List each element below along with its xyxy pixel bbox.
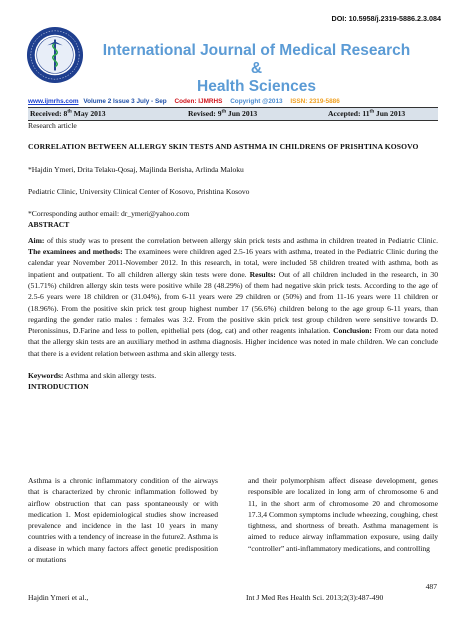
journal-title-line3: Health Sciences bbox=[197, 78, 316, 95]
keywords-text: Asthma and skin allergy tests. bbox=[63, 371, 157, 381]
journal-title-line1: International Journal of Medical Research bbox=[102, 42, 411, 59]
article-type: Research article bbox=[28, 121, 77, 130]
dates-bar bbox=[28, 107, 438, 121]
accepted-date: Accepted: 11th Jun 2013 bbox=[328, 109, 406, 118]
journal-title bbox=[60, 42, 453, 96]
journal-url-link[interactable]: www.ijmrhs.com bbox=[28, 98, 79, 105]
methods-label: The examinees and methods: bbox=[28, 247, 123, 257]
introduction-left-column bbox=[28, 475, 218, 565]
results-label: Results: bbox=[249, 269, 276, 279]
conclusion-label: Conclusion: bbox=[333, 326, 372, 336]
methods-text: The examinees were children aged 2.5-16 years with asthma, treated in the Pediatric Clinic during the calendar year November 2011-November 2012. In this research, in total, were included 58 children treated with asthma, both as inpatient and outpatient. To all children allergy skin tests were done. bbox=[28, 247, 438, 279]
keywords bbox=[28, 370, 438, 381]
revised-date: Revised: 9th Jun 2013 bbox=[188, 109, 258, 118]
author-list: *Hajdin Ymeri, Drita Telaku-Qosaj, Majlinda Berisha, Arlinda Maloku bbox=[28, 164, 244, 174]
intro-right-text: and their polymorphism affect disease development, genes responsible are localized in long arm of chromosome 6 and 11, in the short arm of chromosome 20 and chromosome 17.3,4 Common symptoms include wheezing, coughing, chest tightness, and shortness of breath. Asthma management is aimed to reduce airway inflammation exposure, using daily “controller” anti-inflammatory medications, and controlling bbox=[248, 476, 438, 553]
introduction-heading: INTRODUCTION bbox=[28, 382, 89, 392]
journal-coden: Coden: IJMRHS bbox=[174, 98, 223, 105]
journal-issn: ISSN: 2319-5886 bbox=[290, 98, 340, 105]
intro-left-text: Asthma is a chronic inflammatory condition of the airways that is characterized by chronic inflammation followed by airflow obstruction that can pass spontaneously or with medication 1. Most epidemiological studies show increased prevalence and incidence in the last 10 years in many countries with a tendency of increase in the future2. Asthma is a disease in which many factors affect genetic predisposition or mutations bbox=[28, 476, 218, 565]
article-body bbox=[28, 120, 438, 393]
corresponding-author: *Corresponding author email: dr_ymeri@yahoo.com bbox=[28, 209, 190, 219]
abstract-text bbox=[28, 235, 438, 359]
conclusion-text: From our data noted that the allergy skin tests are an auxiliary method in asthma diagnosis. Higher incidence was noted in male children. We can conclude that there is a evident relation between asthma and skin allergy tests. bbox=[28, 326, 438, 358]
received-date: Received: 8th May 2013 bbox=[30, 109, 106, 118]
affiliation: Pediatric Clinic, University Clinical Center of Kosovo, Prishtina Kosovo bbox=[28, 186, 250, 196]
keywords-label: Keywords: bbox=[28, 371, 64, 381]
footer-author: Hajdin Ymeri et al., bbox=[28, 593, 89, 602]
introduction-right-column bbox=[248, 475, 438, 554]
journal-volume: Volume 2 Issue 3 July - Sep bbox=[83, 98, 167, 105]
journal-title-line2: & bbox=[250, 60, 263, 77]
doi-label: DOI: 10.5958/j.2319-5886.2.3.084 bbox=[331, 14, 441, 23]
results-text: Out of all children included in the research, in 30 (51.71%) children allergy skin tests were positive while 28 (48.29%) of them had negative skin prick tests. According to the age of 2.5-6 years were 18 children or (31.04%), from 6-11 years were 29 children or (50%) and from 11-16 years were 11 children or (18.96%). From the positive skin prick test group highest number 17 (56.6%) children belong to the age group 6-11 years, than regarding the gender ratio males : females was 3:2. From the positive skin prick test group children were sensitive towards D. Pteronissinus, D.Farine and less to pollen, epithelial pets (dog, cat) and other reagents inhalation. bbox=[28, 269, 438, 336]
footer-citation: Int J Med Res Health Sci. 2013;2(3):487-490 bbox=[246, 593, 384, 602]
aim-text: of this study was to present the correlation between allergy skin prick tests and asthma in children treated in Pediatric Clinic. bbox=[44, 235, 438, 245]
page-number: 487 bbox=[425, 582, 437, 591]
article-title: CORRELATION BETWEEN ALLERGY SKIN TESTS AND ASTHMA IN CHILDRENS OF PRISHTINA KOSOVO bbox=[28, 142, 419, 152]
journal-copyright: Copyright @2013 bbox=[230, 98, 283, 105]
abstract-heading: ABSTRACT bbox=[28, 220, 70, 230]
journal-info-line bbox=[28, 98, 438, 105]
aim-label: Aim: bbox=[28, 235, 45, 245]
